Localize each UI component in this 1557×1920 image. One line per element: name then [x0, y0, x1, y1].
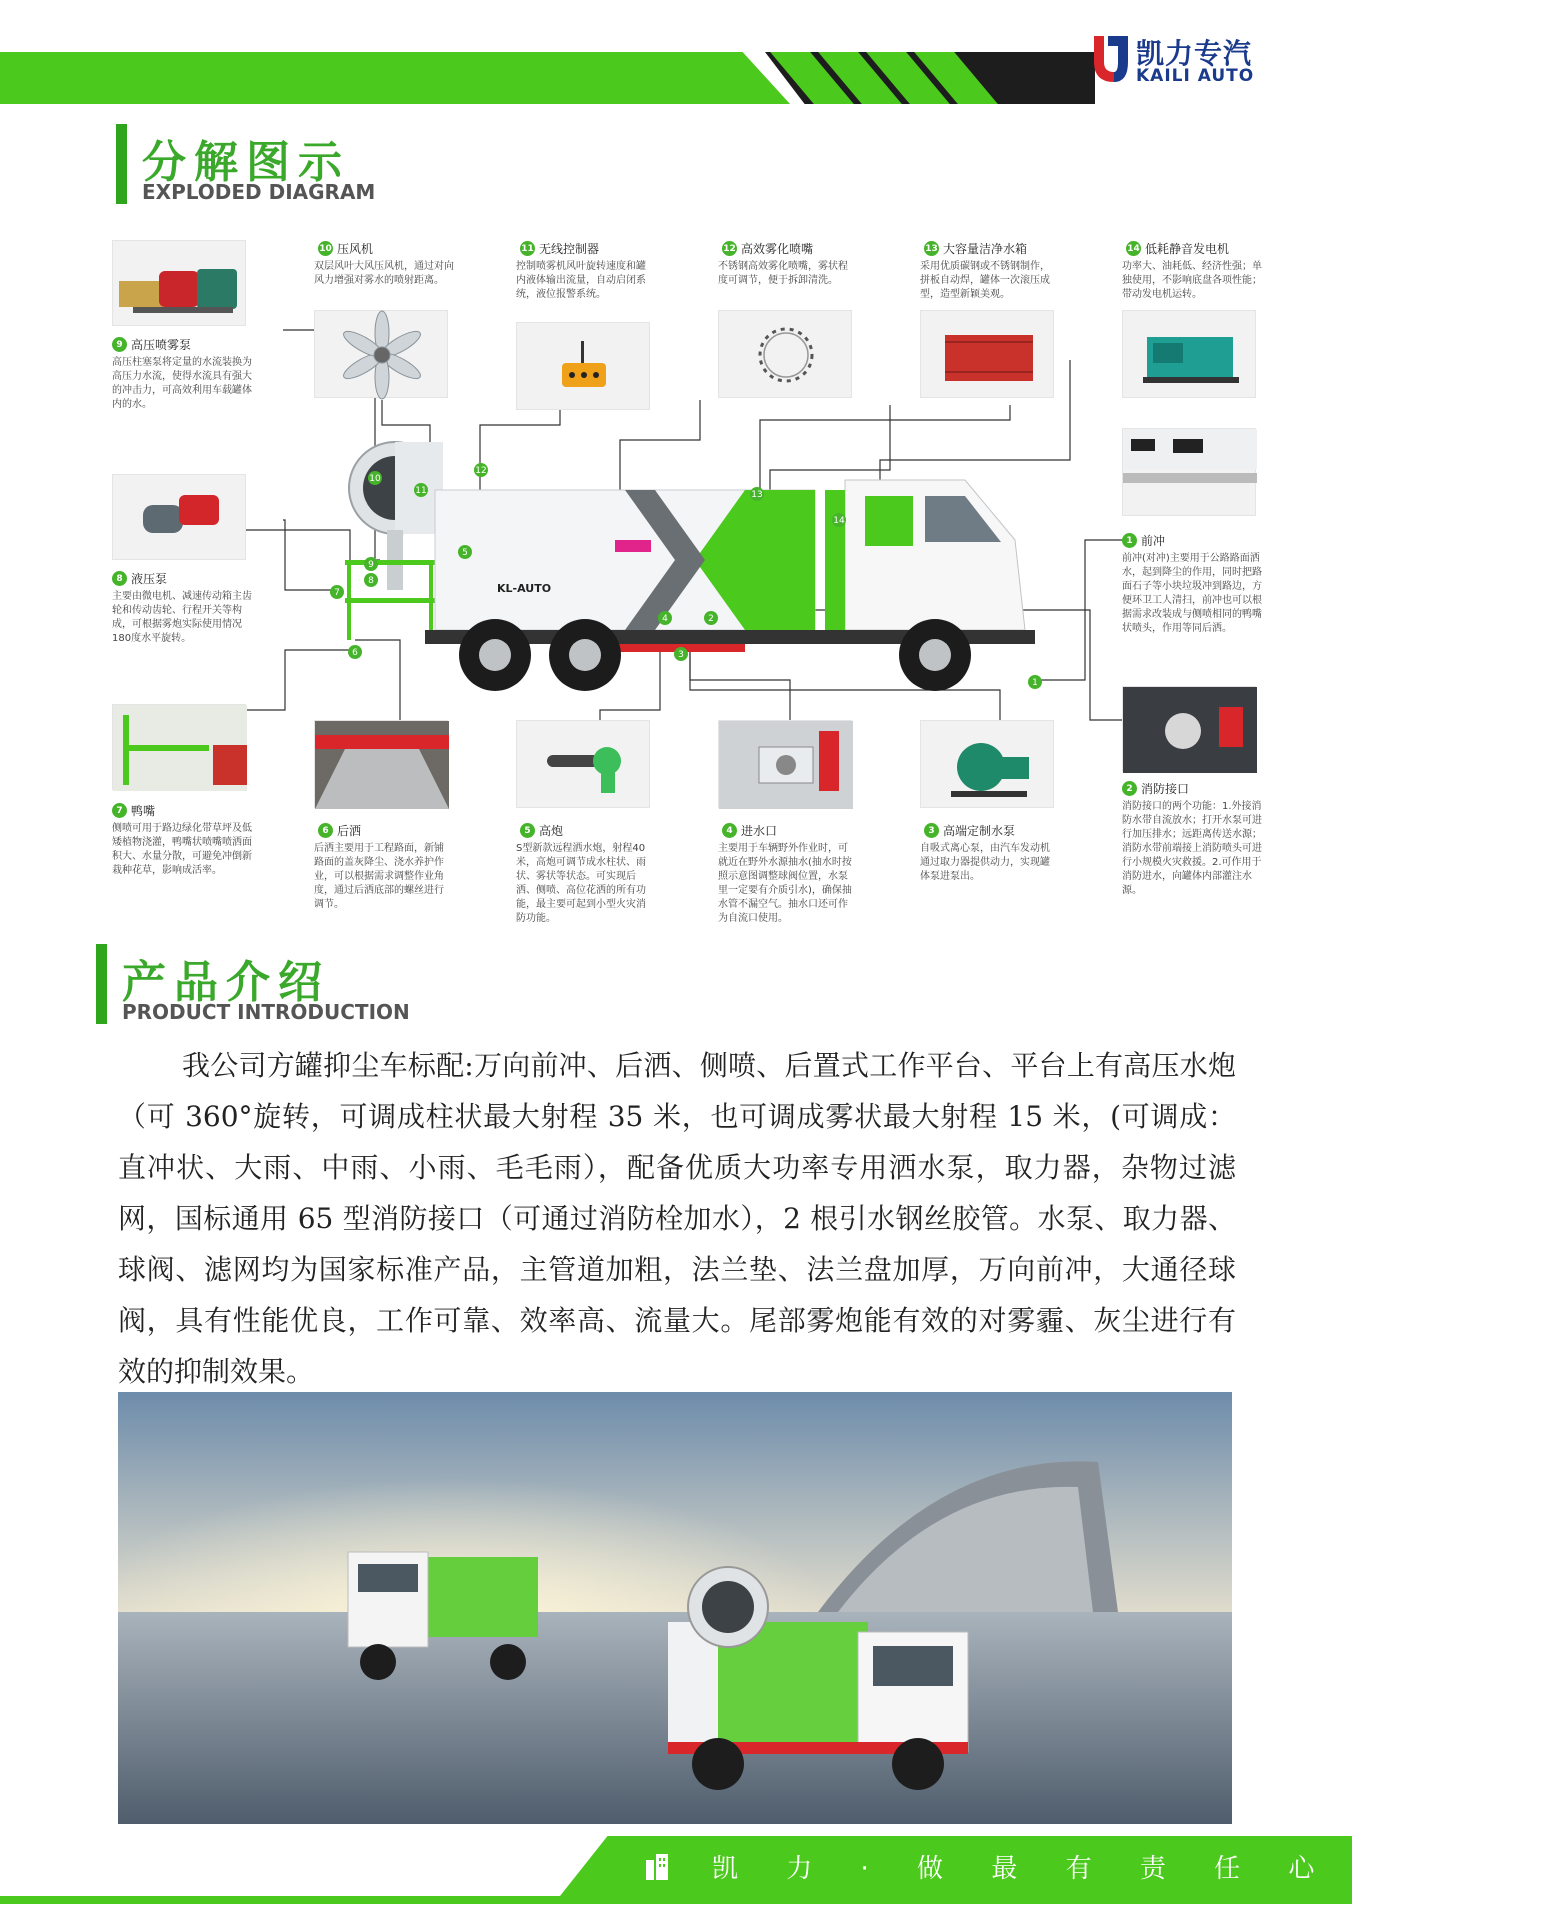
generator-icon — [1123, 311, 1257, 399]
svg-text:2: 2 — [708, 614, 714, 624]
part-description: S型新款远程洒水炮，射程40米，高炮可调节成水柱状、雨状、雾状等状态。可实现后洒、侧喷、高位花洒的所有功能，最主要可起到小型火灾消防功能。 — [516, 843, 646, 924]
remote-control-icon — [517, 323, 651, 411]
part-number-badge: 13 — [924, 241, 939, 256]
part-number-badge: 9 — [112, 337, 127, 352]
front-bumper-icon — [1123, 429, 1257, 517]
part-image — [516, 322, 650, 410]
svg-text:1: 1 — [1032, 678, 1038, 688]
section-title-en: EXPLODED DIAGRAM — [142, 180, 376, 204]
part-image — [314, 310, 448, 398]
exploded-section-title — [116, 124, 416, 204]
part-description: 双层风叶大风压风机，通过对向风力增强对雾水的喷射距离。 — [314, 261, 454, 286]
trucks-stadium-photo — [118, 1392, 1232, 1824]
part-title — [1122, 780, 1189, 797]
part-image — [718, 310, 852, 398]
part-title — [318, 240, 373, 257]
pump-icon — [113, 241, 247, 327]
part-title — [1122, 532, 1165, 549]
part-description: 消防接口的两个功能：1.外接消防水带自流放水；打开水泵可进行加压排水；远距离传送水源；消防水带前端接上消防喷头可进行小规模火灾救援。2.可作用于消防进水，向罐体内部灌注水源。 — [1122, 801, 1262, 896]
part-image — [1122, 310, 1256, 398]
part-title-text: 后洒 — [337, 824, 362, 838]
part-title — [520, 240, 599, 257]
part-image — [516, 720, 650, 808]
part-title-text: 消防接口 — [1141, 782, 1190, 796]
part-title-text: 前冲 — [1141, 534, 1166, 548]
part-number-badge: 14 — [1126, 241, 1141, 256]
rear-spray-icon — [315, 721, 449, 809]
part-title — [924, 822, 1015, 839]
part-image — [1122, 428, 1256, 516]
part-image — [314, 720, 448, 808]
svg-text:4: 4 — [662, 614, 668, 624]
part-number-badge: 8 — [112, 571, 127, 586]
product-intro-paragraph: 我公司方罐抑尘车标配:万向前冲、后洒、侧喷、后置式工作平台、平台上有高压水炮（可 360°旋转，可调成柱状最大射程 35 米，也可调成雾状最大射程 15 米，(可调成：直冲状、大雨、中雨、小雨、毛毛雨），配备优质大功率专用洒水泵，取力器，杂物过滤网，国标通用 65 型消防接口（可通过消防栓加水），2 根引水钢丝胶管。水泵、取力器、球阀、滤网均为国家标准产品，主管道加粗，法兰垫、法兰盘加厚，万向前冲，大通径球阀，具有性能优良，工作可靠、效率高、流量大。尾部雾炮能有效的对雾霾、灰尘进行有效的抑制效果。 — [118, 1049, 1236, 1388]
part-number-badge: 10 — [318, 241, 333, 256]
part-number-badge: 3 — [924, 823, 939, 838]
part-title — [318, 822, 361, 839]
part-description: 自吸式离心泵，由汽车发动机通过取力器提供动力，实现罐体泵进泵出。 — [920, 843, 1050, 882]
title-accent-bar — [96, 944, 107, 1024]
part-number-badge: 2 — [1122, 781, 1137, 796]
logo-mark-icon — [1092, 32, 1130, 86]
footer-green-line — [0, 1896, 1352, 1904]
part-title-text: 鸭嘴 — [131, 804, 156, 818]
page-footer — [0, 1836, 1557, 1920]
part-title-text: 无线控制器 — [539, 242, 600, 256]
duckbill-nozzle-icon — [113, 705, 247, 791]
part-description: 功率大、油耗低、经济性强；单独使用，不影响底盘各项性能；带动发电机运转。 — [1122, 261, 1262, 300]
part-image — [718, 720, 852, 808]
svg-text:3: 3 — [678, 650, 684, 660]
part-title — [112, 336, 191, 353]
brand-logo — [1092, 32, 1262, 88]
part-title-text: 大容量洁净水箱 — [943, 242, 1028, 256]
part-title-text: 高效雾化喷嘴 — [741, 242, 814, 256]
water-inlet-icon — [719, 721, 853, 809]
section-title-cn: 产品介绍 — [122, 957, 330, 1008]
svg-text:9: 9 — [368, 560, 374, 570]
part-title-text: 低耗静音发电机 — [1145, 242, 1230, 256]
part-title-text: 压风机 — [337, 242, 374, 256]
fan-blade-icon — [315, 311, 449, 399]
part-title — [520, 822, 563, 839]
part-image — [920, 310, 1054, 398]
svg-text:10: 10 — [369, 474, 381, 484]
part-description: 后洒主要用于工程路面，新铺路面的盖灰降尘、浇水养护作业，可以根据需求调整作业角度，通过后洒底部的螺丝进行调节。 — [314, 843, 444, 910]
part-image — [112, 704, 246, 790]
part-title — [112, 570, 167, 587]
brand-name-cn: 凯力专汽 — [1136, 37, 1253, 70]
part-title-text: 高压喷雾泵 — [131, 338, 192, 352]
part-number-badge: 11 — [520, 241, 535, 256]
intro-section-title — [96, 944, 436, 1024]
svg-text:14: 14 — [833, 516, 845, 526]
svg-text:8: 8 — [368, 576, 374, 586]
page-header — [0, 0, 1352, 110]
part-image — [920, 720, 1054, 808]
part-title — [722, 240, 813, 257]
svg-text:11: 11 — [415, 486, 427, 496]
svg-text:6: 6 — [352, 648, 358, 658]
truck-side-text: KL-AUTO — [497, 582, 552, 595]
part-number-badge: 12 — [722, 241, 737, 256]
fire-connector-icon — [1123, 687, 1257, 773]
part-title — [1126, 240, 1229, 257]
part-description: 高压柱塞泵将定量的水流装换为高压力水流，使得水流具有强大的冲击力，可高效利用车载罐体内的水。 — [112, 357, 252, 410]
part-number-badge: 5 — [520, 823, 535, 838]
part-number-badge: 6 — [318, 823, 333, 838]
title-accent-bar — [116, 124, 127, 204]
part-description: 采用优质碳钢或不锈钢制作，拼板自动焊，罐体一次滚压成型，造型新颖美观。 — [920, 261, 1050, 300]
svg-text:13: 13 — [751, 490, 763, 500]
part-title — [112, 802, 155, 819]
part-title-text: 进水口 — [741, 824, 778, 838]
building-icon — [644, 1852, 670, 1880]
water-pump-icon — [921, 721, 1055, 809]
part-description: 前冲(对冲)主要用于公路路面洒水，起到降尘的作用，同时把路面石子等小块垃圾冲到路边，方便环卫工人清扫，前冲也可以根据需求改装成与侧喷相同的鸭嘴状喷头，作用等同后洒。 — [1122, 553, 1262, 634]
brand-name-en: KAILI AUTO — [1136, 66, 1255, 86]
svg-text:5: 5 — [462, 548, 468, 558]
tank-icon — [921, 311, 1055, 399]
part-number-badge: 7 — [112, 803, 127, 818]
svg-text:12: 12 — [475, 466, 487, 476]
part-number-badge: 4 — [722, 823, 737, 838]
section-title-cn: 分解图示 — [142, 137, 350, 188]
part-description: 主要由微电机、减速传动箱主齿轮和传动齿轮、行程开关等构成，可根据雾炮实际使用情况180度水平旋转。 — [112, 591, 252, 644]
part-number-badge: 1 — [1122, 533, 1137, 548]
footer-slogan: 凯 力 · 做 最 有 责 任 心 的 公 司 — [712, 1854, 1557, 1884]
part-image — [112, 474, 246, 560]
svg-text:7: 7 — [334, 588, 340, 598]
part-title-text: 高端定制水泵 — [943, 824, 1016, 838]
part-description: 控制喷雾机风叶旋转速度和罐内液体输出流量，自动启闭系统，液位报警系统。 — [516, 261, 646, 300]
nozzle-ring-icon — [719, 311, 853, 399]
water-cannon-icon — [517, 721, 651, 809]
header-green-bar — [0, 52, 790, 104]
part-description: 侧喷可用于路边绿化带草坪及低矮植物浇灌，鸭嘴状喷嘴喷洒面积大、水量分散，可避免冲倒新栽种花草，影响成活率。 — [112, 823, 252, 876]
part-title — [722, 822, 777, 839]
part-image — [1122, 686, 1256, 772]
part-title-text: 高炮 — [539, 824, 564, 838]
part-image — [112, 240, 246, 326]
product-photo — [118, 1392, 1232, 1824]
part-title — [924, 240, 1027, 257]
section-title-en: PRODUCT INTRODUCTION — [122, 1000, 410, 1024]
part-title-text: 液压泵 — [131, 572, 168, 586]
part-description: 不锈钢高效雾化喷嘴，雾状程度可调节，便于拆卸清洗。 — [718, 261, 848, 286]
part-description: 主要用于车辆野外作业时，可就近在野外水源抽水(抽水时按照示意图调整球阀位置，水泵里一定要有介质引水)，确保抽水管不漏空气。抽水口还可作为自流口使用。 — [718, 843, 852, 924]
sprinkler-truck-illustration — [325, 430, 1060, 730]
hydraulic-pump-icon — [113, 475, 247, 561]
